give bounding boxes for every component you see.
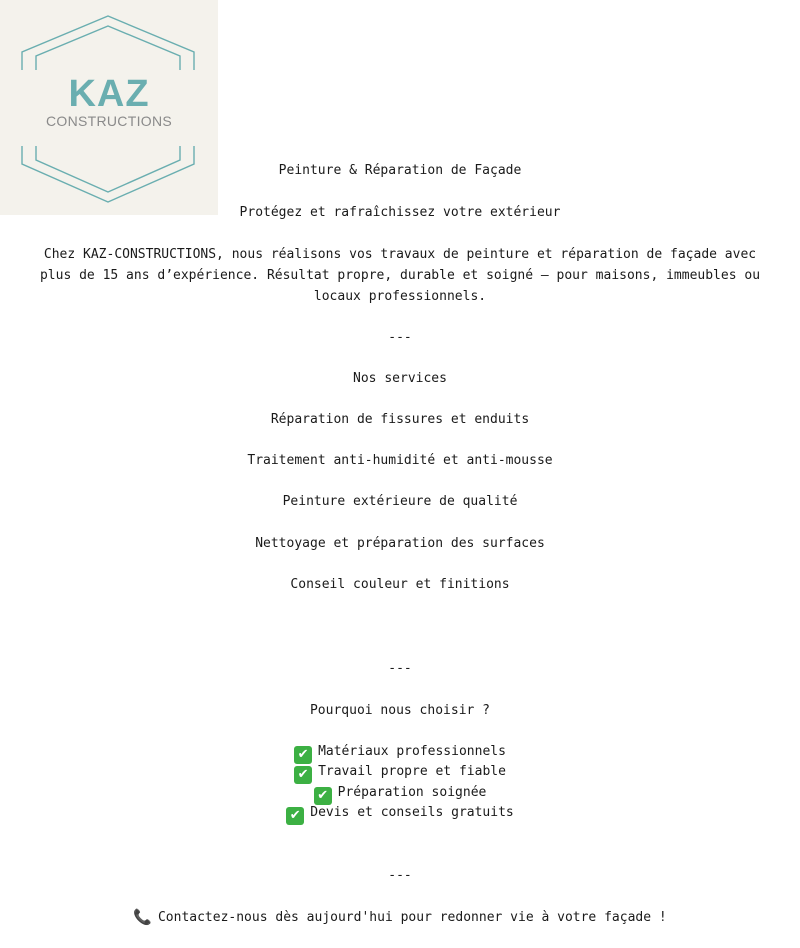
intro-paragraph: Chez KAZ-CONSTRUCTIONS, nous réalisons vos travaux de peinture et réparation de façade avec plus de 15 ans d’expérience. Résultat propre, durable et soigné – pour maisons, immeubles ou locaux professionnels. [39,247,761,304]
why-item [0,783,800,805]
separator-2: --- [388,661,412,676]
contact-text: Contactez-nous dès aujourd'hui pour redonner vie à votre façade ! [157,910,667,925]
separator-1: --- [388,330,412,345]
check-mark-icon: ✔ [286,807,304,825]
phone-icon: 📞 [133,908,152,926]
service-item: Peinture extérieure de qualité [282,494,518,509]
logo-brand-text: KAZ [68,73,150,115]
why-item [0,803,800,825]
service-item: Nettoyage et préparation des surfaces [255,536,545,551]
service-item: Réparation de fissures et enduits [270,412,530,427]
why-item-label: Préparation soignée [337,785,487,800]
check-mark-icon: ✔ [294,766,312,784]
services-heading: Nos services [353,371,447,386]
page-subtitle: Protégez et rafraîchissez votre extérieur [239,205,561,220]
why-heading: Pourquoi nous choisir ? [309,703,490,718]
separator-3: --- [388,868,412,883]
logo-subtitle-text: CONSTRUCTIONS [45,113,172,129]
why-item [0,742,800,764]
check-mark-icon: ✔ [294,746,312,764]
why-item [0,762,800,784]
why-item-label: Travail propre et fiable [318,764,506,779]
why-item-label: Matériaux professionnels [318,744,506,759]
check-mark-icon: ✔ [314,787,332,805]
service-item: Conseil couleur et finitions [290,577,510,592]
page-title: Peinture & Réparation de Façade [278,163,522,178]
why-item-label: Devis et conseils gratuits [310,805,514,820]
contact-call-to-action [0,907,800,928]
service-item: Traitement anti-humidité et anti-mousse [247,453,553,468]
company-logo [0,0,218,215]
